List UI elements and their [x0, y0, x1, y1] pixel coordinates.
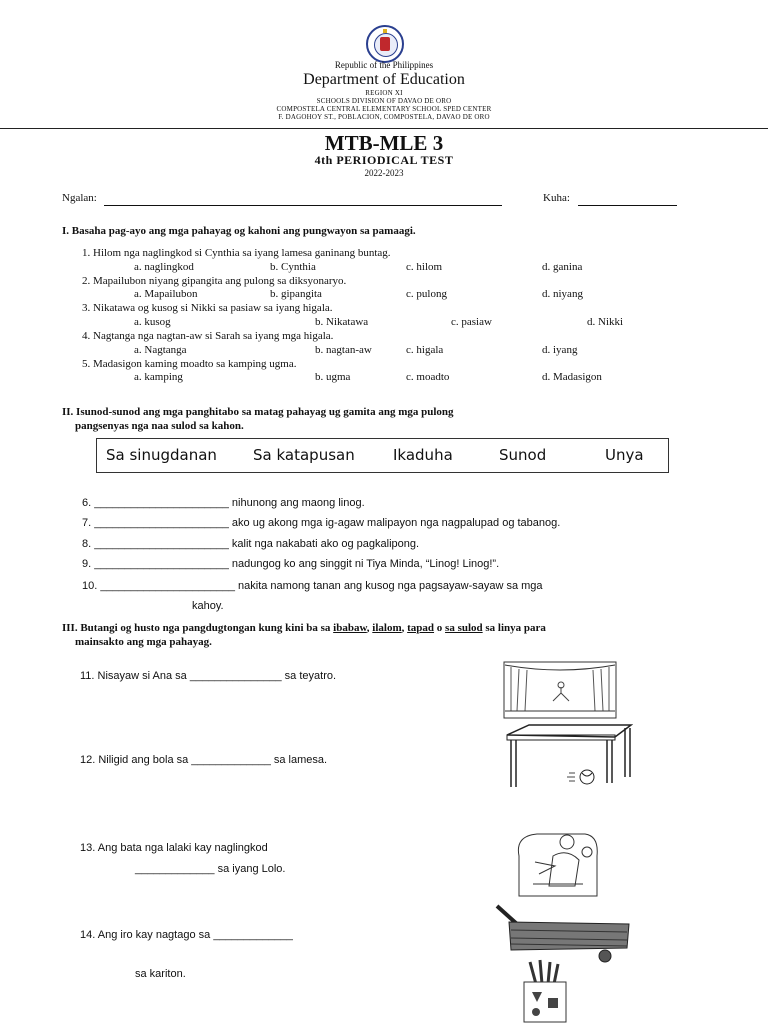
- q3-option-b[interactable]: b. Nikatawa: [315, 316, 369, 328]
- item-13-cont[interactable]: _____________ sa iyang Lolo.: [135, 863, 286, 875]
- q4-option-c[interactable]: c. higala: [406, 344, 444, 356]
- table-image: [503, 723, 633, 789]
- question-5: 5. Madasigon kaming moadto sa kamping ugma.: [82, 358, 297, 370]
- item-12[interactable]: 12. Niligid ang bola sa _____________ sa lamesa.: [80, 754, 328, 766]
- q3-option-d[interactable]: d. Nikki: [587, 316, 624, 328]
- item-9-blank[interactable]: ______________________: [94, 558, 229, 570]
- item-13: 13. Ang bata nga lalaki kay naglingkod: [80, 842, 268, 854]
- q1-option-a[interactable]: a. naglingkod: [134, 261, 194, 273]
- item-9: 9. ______________________ nadungog ko ang singgit ni Tiya Minda, “Linog! Linog!”.: [82, 558, 500, 570]
- q1-option-b[interactable]: b. Cynthia: [270, 261, 316, 273]
- question-4: 4. Nagtanga nga nagtan-aw si Sarah sa iyang mga higala.: [82, 330, 334, 342]
- q2-option-a[interactable]: a. Mapailubon: [134, 288, 198, 300]
- part3-instruction-cont: mainsakto ang mga pahayag.: [75, 636, 212, 648]
- name-line[interactable]: [104, 205, 502, 206]
- item-10-cont: kahoy.: [192, 600, 224, 612]
- q5-option-d[interactable]: d. Madasigon: [542, 371, 602, 383]
- q1-option-d[interactable]: d. ganina: [542, 261, 583, 273]
- name-label: Ngalan:: [62, 192, 97, 204]
- q3-option-a[interactable]: a. kusog: [134, 316, 171, 328]
- word-ikaduha: Ikaduha: [393, 446, 453, 464]
- score-label: Kuha:: [543, 192, 570, 204]
- school-year: 2022-2023: [364, 168, 404, 178]
- item-14-cont: sa kariton.: [135, 968, 186, 980]
- word-unya: Unya: [605, 446, 644, 464]
- question-2: 2. Mapailubon niyang gipangita ang pulong sa diksyonaryo.: [82, 275, 347, 287]
- item-8: 8. ______________________ kalit nga nakabati ako og pagkalipong.: [82, 538, 420, 550]
- item-14[interactable]: 14. Ang iro kay nagtago sa _____________: [80, 929, 293, 941]
- word-sunod: Sunod: [499, 446, 547, 464]
- header-divider: [0, 128, 768, 129]
- division-text: SCHOOLS DIVISION OF DAVAO DE ORO: [316, 97, 452, 105]
- item-7-blank[interactable]: ______________________: [94, 517, 229, 529]
- boy-and-lolo-image: [513, 826, 603, 900]
- word-sa-sinugdanan: Sa sinugdanan: [106, 446, 217, 464]
- region-text: REGION XI: [365, 89, 403, 97]
- item-10-blank[interactable]: ______________________: [100, 580, 235, 592]
- q4-option-a[interactable]: a. Nagtanga: [134, 344, 187, 356]
- address-text: F. DAGOHOY ST., POBLACION, COMPOSTELA, DAVAO DE ORO: [278, 113, 490, 121]
- q2-option-b[interactable]: b. gipangita: [270, 288, 322, 300]
- part1-instruction: I. Basaha pag-ayo ang mga pahayag og kahoni ang pungwayon sa pamaagi.: [62, 225, 416, 237]
- question-1: 1. Hilom nga naglingkod si Cynthia sa iyang lamesa ganinang buntag.: [82, 247, 391, 259]
- q1-option-c[interactable]: c. hilom: [406, 261, 443, 273]
- department-name: Department of Education: [303, 71, 465, 88]
- part2-instruction: II. Isunod-sunod ang mga panghitabo sa matag pahayag ug gamita ang mga pulong: [62, 406, 454, 418]
- item-6-blank[interactable]: ______________________: [94, 497, 229, 509]
- word-sa-katapusan: Sa katapusan: [253, 446, 355, 464]
- deped-seal-icon: [366, 25, 404, 63]
- part3-instruction: III. Butangi og husto nga pangdugtongan kung kini ba sa ibabaw, ilalom, tapad o sa sulod sa linya para: [62, 622, 546, 634]
- item-7: 7. ______________________ ako ug akong mga ig-agaw malipayon nga nagpalupad og tabanog.: [82, 517, 561, 529]
- word-box: [96, 438, 669, 473]
- q4-option-b[interactable]: b. nagtan-aw: [315, 344, 372, 356]
- q2-option-d[interactable]: d. niyang: [542, 288, 583, 300]
- q5-option-b[interactable]: b. ugma: [315, 371, 351, 383]
- republic-text: Republic of the Philippines: [334, 60, 434, 70]
- q2-option-c[interactable]: c. pulong: [406, 288, 447, 300]
- q5-option-c[interactable]: c. moadto: [406, 371, 450, 383]
- item-11[interactable]: 11. Nisayaw si Ana sa _______________ sa teyatro.: [80, 670, 337, 682]
- q3-option-c[interactable]: c. pasiaw: [451, 316, 492, 328]
- q4-option-d[interactable]: d. iyang: [542, 344, 578, 356]
- cart-image: [493, 902, 635, 964]
- question-3: 3. Nikatawa og kusog si Nikki sa pasiaw sa iyang higala.: [82, 302, 333, 314]
- school-text: COMPOSTELA CENTRAL ELEMENTARY SCHOOL SPED CENTER: [276, 105, 492, 113]
- test-title: MTB-MLE 3: [324, 131, 444, 155]
- test-subtitle: 4th PERIODICAL TEST: [314, 153, 454, 167]
- item-6: 6. ______________________ nihunong ang maong linog.: [82, 497, 365, 509]
- score-line[interactable]: [578, 205, 677, 206]
- part2-instruction-cont: pangsenyas nga naa sulod sa kahon.: [75, 420, 244, 432]
- pencil-holder-image: [520, 958, 570, 1024]
- theater-stage-image: [503, 661, 617, 719]
- item-8-blank[interactable]: ______________________: [94, 538, 229, 550]
- item-10: 10. ______________________ nakita namong tanan ang kusog nga pagsayaw-sayaw sa mga: [82, 580, 543, 592]
- q5-option-a[interactable]: a. kamping: [134, 371, 183, 383]
